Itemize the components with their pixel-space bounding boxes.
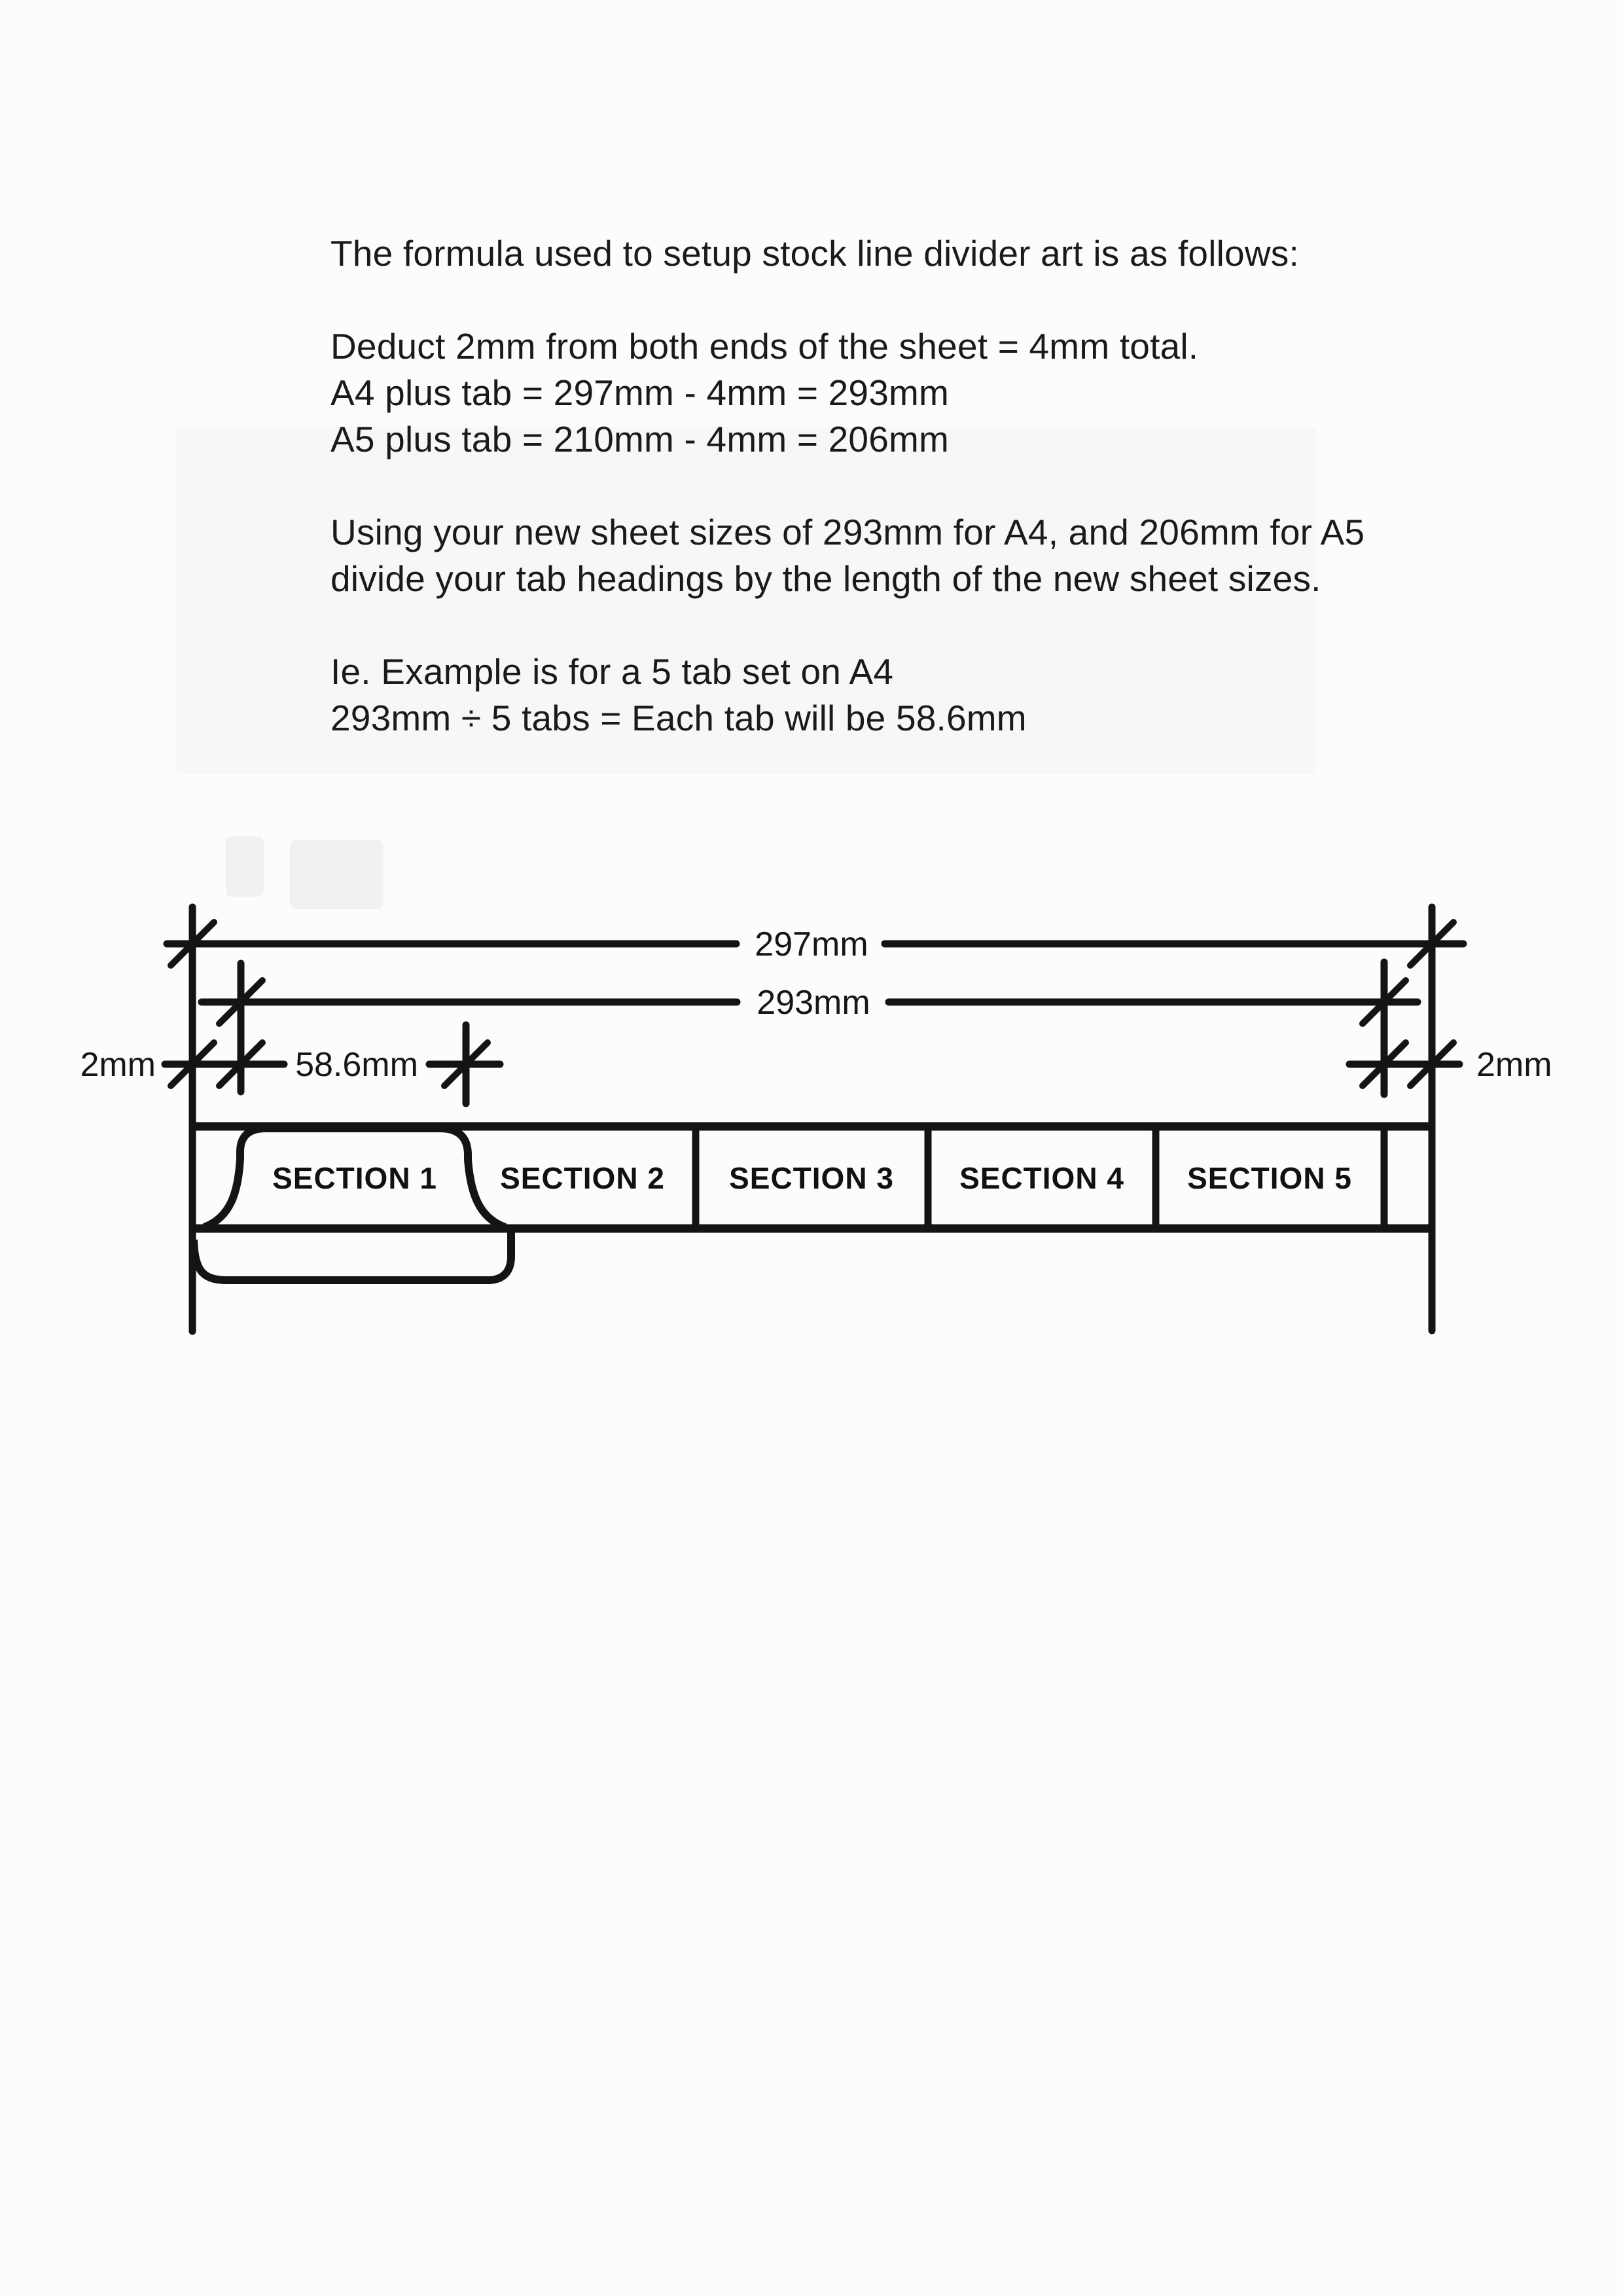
text-line: 293mm ÷ 5 tabs = Each tab will be 58.6mm [330,698,1027,738]
text-line: Ie. Example is for a 5 tab set on A4 [330,651,894,692]
text-line: The formula used to setup stock line divider art is as follows: [330,233,1299,274]
dimension-label-2mm-right: 2mm [1476,1046,1552,1084]
text-line: A5 plus tab = 210mm - 4mm = 206mm [330,419,950,459]
text-line: divide your tab headings by the length of the new sheet sizes. [330,558,1321,599]
text-line: A4 plus tab = 297mm - 4mm = 293mm [330,372,950,413]
section-1-label: SECTION 1 [272,1161,437,1195]
text-line: Using your new sheet sizes of 293mm for A4, and 206mm for A5 [330,512,1365,552]
section-3-label: SECTION 3 [729,1161,894,1195]
lower-tab-outline [194,1230,511,1280]
dimension-label-297mm: 297mm [755,925,868,963]
section-5-label: SECTION 5 [1187,1161,1352,1195]
section-2-label: SECTION 2 [500,1161,665,1195]
section-4-label: SECTION 4 [959,1161,1124,1195]
dimension-label-293mm: 293mm [757,984,870,1022]
dimension-label-586mm: 58.6mm [295,1046,418,1084]
dimension-label-2mm-left: 2mm [80,1046,156,1084]
text-line: Deduct 2mm from both ends of the sheet = 4mm total. [330,326,1199,367]
